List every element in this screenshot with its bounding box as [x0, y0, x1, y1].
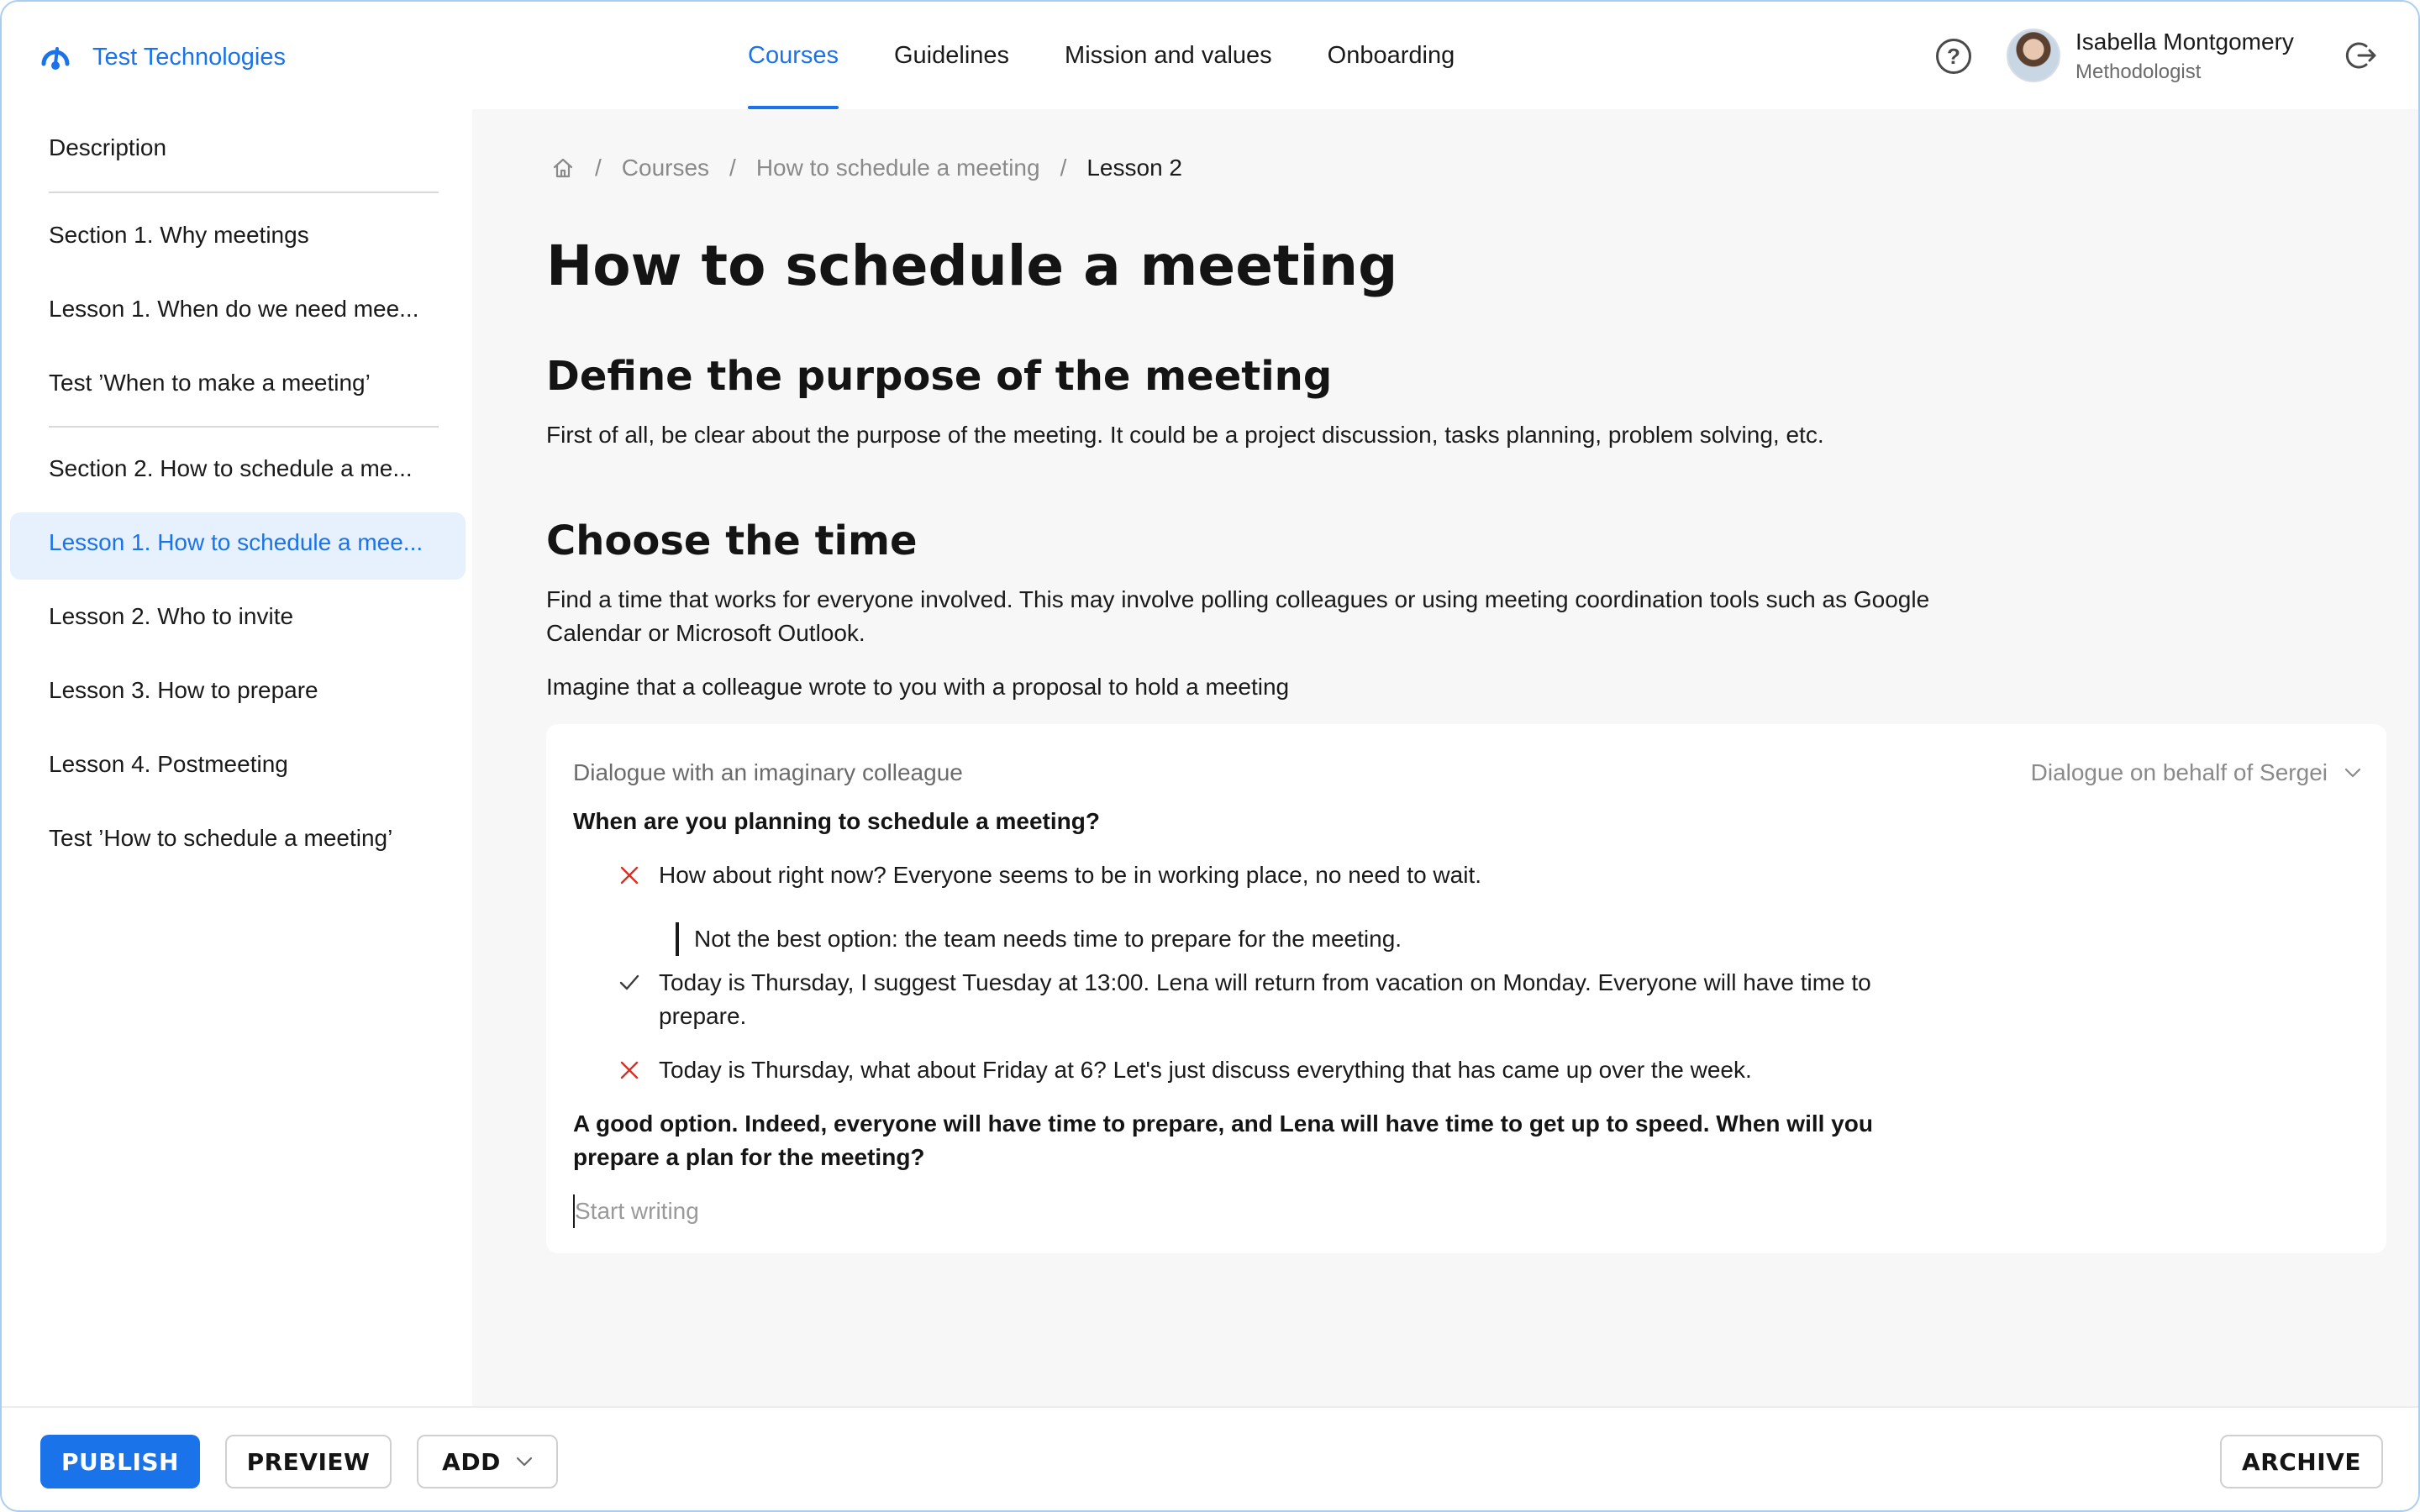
course-outline-sidebar	[2, 109, 472, 1406]
archive-button[interactable]: ARCHIVE	[2220, 1435, 2383, 1488]
dialogue-followup-question: A good option. Indeed, everyone will have time to prepare, and Lena will have time to get up to speed. When will you prepare a plan for the meeting?	[573, 1110, 1873, 1170]
nav-onboarding[interactable]: Onboarding	[1327, 41, 1455, 69]
logout-icon[interactable]	[2344, 39, 2378, 72]
sidebar-item-s2-lesson-1[interactable]: Lesson 1. How to schedule a mee...	[49, 529, 424, 555]
dialogue-answer-input[interactable]: Start writing	[573, 1194, 699, 1228]
brand-name: Test Technologies	[92, 43, 287, 71]
avatar[interactable]	[2007, 29, 2060, 82]
sidebar-item-s2-lesson-4[interactable]: Lesson 4. Postmeeting	[49, 751, 288, 777]
dialogue-title: Dialogue with an imaginary colleague	[573, 759, 963, 785]
page-title: How to schedule a meeting	[546, 234, 1398, 298]
sidebar-item-section-2[interactable]: Section 2. How to schedule a me...	[49, 455, 413, 481]
main-nav	[748, 2, 1510, 109]
add-button-label: ADD	[442, 1447, 501, 1476]
add-button[interactable]	[417, 1435, 558, 1488]
dialogue-intro: Imagine that a colleague wrote to you with a proposal to hold a meeting	[546, 674, 1290, 700]
nav-courses[interactable]: Courses	[748, 2, 839, 109]
user-role: Methodologist	[2075, 60, 2202, 83]
sidebar-item-s2-lesson-3[interactable]: Lesson 3. How to prepare	[49, 677, 318, 703]
wrong-answer-icon	[618, 1059, 640, 1081]
dialogue-question: When are you planning to schedule a meeting?	[573, 808, 1100, 834]
sidebar-item-s2-lesson-2[interactable]: Lesson 2. Who to invite	[49, 603, 294, 629]
answer-feedback: Not the best option: the team needs time to prepare for the meeting.	[676, 922, 1402, 956]
dialogue-card	[546, 724, 2386, 1253]
top-header	[2, 2, 2420, 109]
bottom-toolbar	[2, 1406, 2420, 1512]
section-heading-time: Choose the time	[546, 517, 918, 564]
preview-button[interactable]: PREVIEW	[225, 1435, 392, 1488]
home-icon[interactable]	[551, 156, 575, 180]
correct-answer-icon	[618, 972, 640, 994]
sidebar-item-section-1[interactable]: Section 1. Why meetings	[49, 222, 309, 248]
help-icon[interactable]: ?	[1936, 39, 1971, 74]
sidebar-item-s1-lesson-1[interactable]: Lesson 1. When do we need mee...	[49, 296, 419, 322]
answer-option-2[interactable]: Today is Thursday, I suggest Tuesday at 13:00. Lena will return from vacation on Monday. Everyone will have time to prepare.	[659, 969, 1871, 1029]
section-text-time: Find a time that works for everyone involved. This may involve polling colleagues or using meeting coordination tools such as Google Calendar or Microsoft Outlook.	[546, 586, 1930, 646]
logo-icon	[37, 39, 74, 76]
sidebar-divider	[49, 192, 439, 193]
user-name: Isabella Montgomery	[2075, 29, 2294, 55]
sidebar-item-description[interactable]: Description	[49, 134, 167, 160]
nav-guidelines[interactable]: Guidelines	[894, 41, 1010, 69]
section-heading-purpose: Define the purpose of the meeting	[546, 353, 1333, 400]
answer-option-1[interactable]: How about right now? Everyone seems to be in working place, no need to wait.	[659, 862, 1482, 888]
lesson-content	[472, 109, 2420, 1406]
sidebar-item-s2-test[interactable]: Test ’How to schedule a meeting’	[49, 825, 393, 851]
breadcrumb-current: Lesson 2	[1086, 155, 1182, 181]
nav-mission-and-values[interactable]: Mission and values	[1065, 41, 1272, 69]
breadcrumb-separator: /	[595, 155, 602, 181]
breadcrumb	[551, 155, 1182, 181]
dialogue-behalf-value: Dialogue on behalf of Sergei	[2030, 759, 2328, 785]
answer-option-3[interactable]: Today is Thursday, what about Friday at 6? Let's just discuss everything that has came up over the week.	[659, 1057, 1752, 1083]
breadcrumb-course[interactable]: How to schedule a meeting	[755, 155, 1040, 181]
dialogue-behalf-select[interactable]	[2031, 759, 2361, 786]
chevron-down-icon	[2344, 768, 2361, 778]
breadcrumb-separator: /	[729, 155, 736, 181]
publish-button[interactable]: PUBLISH	[40, 1435, 200, 1488]
chevron-down-icon	[516, 1457, 533, 1467]
sidebar-divider	[49, 426, 439, 428]
sidebar-item-s1-test[interactable]: Test ’When to make a meeting’	[49, 370, 371, 396]
wrong-answer-icon	[618, 864, 640, 886]
section-text-purpose: First of all, be clear about the purpose of the meeting. It could be a project discussion, tasks planning, problem solving, etc.	[546, 422, 1824, 448]
breadcrumb-courses[interactable]: Courses	[621, 155, 710, 181]
brand-logo[interactable]	[37, 39, 286, 76]
breadcrumb-separator: /	[1060, 155, 1067, 181]
